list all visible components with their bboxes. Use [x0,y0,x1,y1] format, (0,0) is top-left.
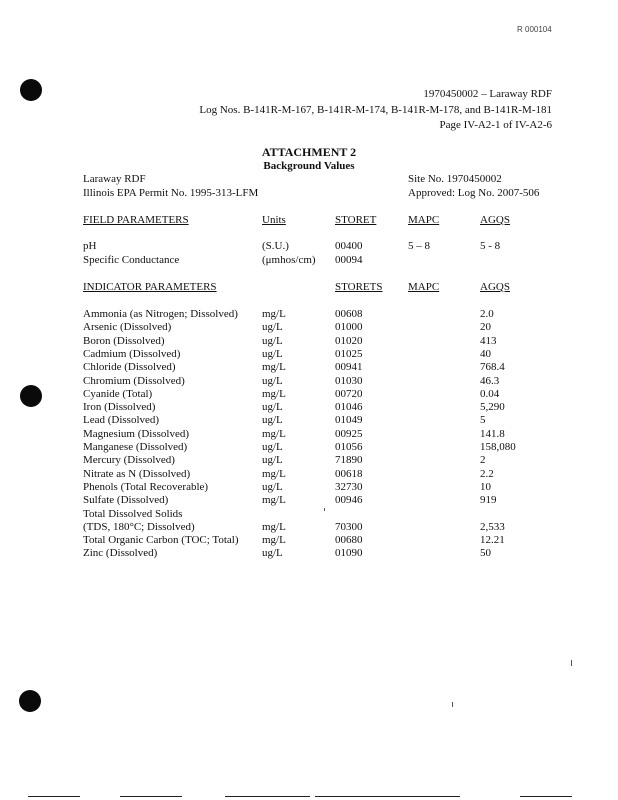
field-row-units: (S.U.) [262,240,289,252]
footer-rule-segment [225,796,310,797]
indicator-param: Iron (Dissolved) [83,401,156,413]
indicator-storet: 01049 [335,414,363,426]
indicator-param: Lead (Dissolved) [83,414,160,426]
header-page-number: Page IV-A2-1 of IV-A2-6 [439,119,552,131]
indicator-units: mg/L [262,388,286,400]
indicator-agqs: 2.2 [480,468,494,480]
indicator-storet: 01030 [335,375,363,387]
indicator-storet: 32730 [335,481,363,493]
indicator-storet: 70300 [335,521,363,533]
indicator-header-agqs: AGQS [480,281,510,293]
indicator-param: Arsenic (Dissolved) [83,321,172,333]
indicator-param: Chloride (Dissolved) [83,361,176,373]
field-row-units: (μmhos/cm) [262,254,316,266]
indicator-units: ug/L [262,414,283,426]
field-header-mapc: MAPC [408,214,440,226]
indicator-agqs: 12.21 [480,534,505,546]
indicator-agqs: 10 [480,481,491,493]
indicator-param: Chromium (Dissolved) [83,375,185,387]
field-row-mapc: 5 – 8 [408,240,430,252]
indicator-storet: 01090 [335,547,363,559]
binder-hole-bottom [19,690,41,712]
indicator-agqs: 141.8 [480,428,505,440]
indicator-units: mg/L [262,468,286,480]
indicator-units: ug/L [262,481,283,493]
indicator-agqs: 768.4 [480,361,505,373]
indicator-storet: 00946 [335,494,363,506]
indicator-storet: 01056 [335,441,363,453]
indicator-header-storet: STORETS [335,281,383,293]
indicator-storet: 00925 [335,428,363,440]
indicator-units: mg/L [262,428,286,440]
indicator-param: (TDS, 180°C; Dissolved) [83,521,195,533]
indicator-agqs: 2,533 [480,521,505,533]
page-title: ATTACHMENT 2 [261,145,357,159]
header-log-numbers: Log Nos. B-141R-M-167, B-141R-M-174, B-141R-M-178, and B-141R-M-181 [199,104,552,116]
indicator-agqs: 919 [480,494,497,506]
indicator-units: mg/L [262,521,286,533]
page-subtitle: Background Values [263,160,355,172]
indicator-units: mg/L [262,494,286,506]
scan-mark [571,660,572,666]
indicator-param: Mercury (Dissolved) [83,454,175,466]
indicator-storet: 01046 [335,401,363,413]
footer-rule-segment [520,796,572,797]
field-header-units: Units [262,214,286,226]
indicator-param: Manganese (Dissolved) [83,441,188,453]
indicator-param: Total Organic Carbon (TOC; Total) [83,534,239,546]
indicator-param: Sulfate (Dissolved) [83,494,169,506]
indicator-param: Magnesium (Dissolved) [83,428,190,440]
facility-approved: Approved: Log No. 2007-506 [408,187,540,199]
indicator-param: Ammonia (as Nitrogen; Dissolved) [83,308,238,320]
indicator-param: Zinc (Dissolved) [83,547,158,559]
scan-mark [452,702,453,707]
indicator-units: ug/L [262,321,283,333]
indicator-param: Cyanide (Total) [83,388,153,400]
field-row-agqs: 5 - 8 [480,240,501,252]
indicator-units: ug/L [262,348,283,360]
field-row-storet: 00400 [335,240,363,252]
indicator-storet: 00720 [335,388,363,400]
indicator-agqs: 5,290 [480,401,505,413]
field-header-storet: STORET [335,214,377,226]
indicator-agqs: 40 [480,348,491,360]
indicator-agqs: 50 [480,547,491,559]
indicator-param: Boron (Dissolved) [83,335,165,347]
indicator-param: Total Dissolved Solids [83,508,183,520]
indicator-agqs: 46.3 [480,375,500,387]
indicator-units: ug/L [262,547,283,559]
indicator-agqs: 2 [480,454,486,466]
indicator-storet: 71890 [335,454,363,466]
indicator-param: Nitrate as N (Dissolved) [83,468,191,480]
binder-hole-top [20,79,42,101]
facility-name: Laraway RDF [83,173,146,185]
field-header-param: FIELD PARAMETERS [83,214,189,226]
indicator-header-mapc: MAPC [408,281,440,293]
indicator-param: Phenols (Total Recoverable) [83,481,209,493]
indicator-storet: 00941 [335,361,363,373]
field-row-param: pH [83,240,97,252]
indicator-storet: 01025 [335,348,363,360]
field-row-storet: 00094 [335,254,363,266]
indicator-units: ug/L [262,401,283,413]
indicator-units: mg/L [262,534,286,546]
facility-permit: Illinois EPA Permit No. 1995-313-LFM [83,187,259,199]
indicator-storet: 01000 [335,321,363,333]
indicator-agqs: 20 [480,321,491,333]
field-row-param: Specific Conductance [83,254,180,266]
facility-site-no: Site No. 1970450002 [408,173,502,185]
indicator-agqs: 0.04 [480,388,500,400]
indicator-storet: 00608 [335,308,363,320]
indicator-header-param: INDICATOR PARAMETERS [83,281,217,293]
indicator-units: ug/L [262,375,283,387]
binder-hole-middle [20,385,42,407]
field-header-agqs: AGQS [480,214,510,226]
indicator-units: mg/L [262,308,286,320]
indicator-agqs: 5 [480,414,486,426]
indicator-agqs: 413 [480,335,497,347]
indicator-units: mg/L [262,361,286,373]
indicator-units: ug/L [262,441,283,453]
indicator-storet: 00680 [335,534,363,546]
indicator-agqs: 158,080 [480,441,516,453]
indicator-units: ug/L [262,454,283,466]
indicator-param: Cadmium (Dissolved) [83,348,181,360]
header-site-line: 1970450002 – Laraway RDF [423,88,552,100]
footer-rule-segment [315,796,460,797]
indicator-storet: 01020 [335,335,363,347]
indicator-storet: 00618 [335,468,363,480]
indicator-agqs: 2.0 [480,308,494,320]
footer-rule-segment [28,796,80,797]
bates-stamp: R 000104 [517,25,552,34]
scan-mark [324,508,325,511]
footer-rule-segment [120,796,182,797]
indicator-units: ug/L [262,335,283,347]
